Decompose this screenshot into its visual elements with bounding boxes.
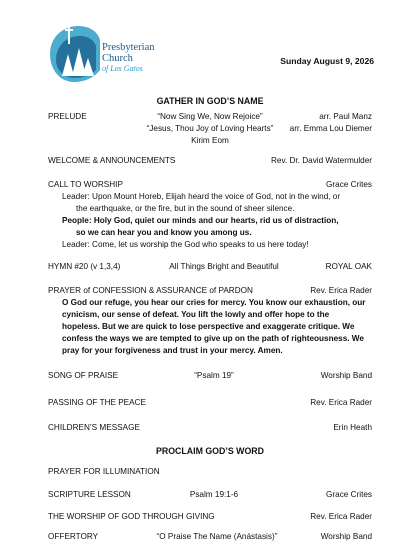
song-leader: Worship Band xyxy=(320,371,372,380)
prelude-label: PRELUDE xyxy=(48,112,87,121)
scripture-label: SCRIPTURE LESSON xyxy=(48,490,131,499)
hymn-label: HYMN #20 (v 1,3,4) xyxy=(48,262,121,271)
call-line-5: Leader: Come, let us worship the God who speaks to us here today! xyxy=(62,240,309,249)
song-label: SONG OF PRAISE xyxy=(48,371,119,380)
call-label: CALL TO WORSHIP xyxy=(48,180,123,189)
confession-label: PRAYER of CONFESSION & ASSURANCE of PARDON xyxy=(48,286,253,295)
section-heading-proclaim: PROCLAIM GOD’S WORD xyxy=(155,446,264,456)
church-logo-mark xyxy=(46,20,158,86)
hymn-tune: ROYAL OAK xyxy=(325,262,372,271)
confession-line-4: confess the ways we are tempted to give up on the path of righteousness. We xyxy=(62,334,364,343)
peace-leader: Rev. Erica Rader xyxy=(310,398,372,407)
prelude-piece-1: “Now Sing We, Now Rejoice” xyxy=(157,112,263,121)
call-line-2: the earthquake, or the fire, but in the sound of sheer silence. xyxy=(76,204,295,213)
offertory-leader: Worship Band xyxy=(320,532,372,541)
call-line-3: People: Holy God, quiet our minds and our hearts, rid us of distraction, xyxy=(62,216,339,225)
logo-line3: of Los Gatos xyxy=(102,64,143,73)
scripture-reference: Psalm 19:1-6 xyxy=(189,490,239,499)
prelude-arranger-1: arr. Paul Manz xyxy=(319,112,372,121)
service-date: Sunday August 9, 2026 xyxy=(280,56,374,66)
offertory-label: OFFERTORY xyxy=(48,532,99,541)
welcome-label: WELCOME & ANNOUNCEMENTS xyxy=(48,156,176,165)
offertory-title: “O Praise The Name (Anástasis)” xyxy=(156,532,278,541)
call-line-1: Leader: Upon Mount Horeb, Elijah heard the voice of God, not in the wind, or xyxy=(62,192,341,201)
confession-line-3: hopeless. But we are quick to lose perspective and exaggerate critique. We xyxy=(62,322,355,331)
section-heading-gather: GATHER IN GOD’S NAME xyxy=(156,96,264,106)
children-label: CHILDREN’S MESSAGE xyxy=(48,423,140,432)
call-line-4: so we can hear you and know you among us. xyxy=(76,228,252,237)
prelude-piece-2: “Jesus, Thou Joy of Loving Hearts” xyxy=(146,124,274,133)
welcome-leader: Rev. Dr. David Watermulder xyxy=(270,156,372,165)
confession-leader: Rev. Erica Rader xyxy=(310,286,372,295)
confession-line-5: pray for your forgiveness and trust in your mercy. Amen. xyxy=(62,346,283,355)
scripture-leader: Grace Crites xyxy=(326,490,372,499)
song-title: “Psalm 19” xyxy=(194,371,234,380)
illumination-label: PRAYER FOR ILLUMINATION xyxy=(48,467,160,476)
logo-line1: Presbyterian xyxy=(102,42,155,53)
logo-line2: Church xyxy=(102,53,133,64)
confession-line-2: cynicism, our sense of defeat. You lift the lowly and offer hope to the xyxy=(62,310,330,319)
church-logo xyxy=(46,20,158,86)
call-leader: Grace Crites xyxy=(326,180,372,189)
confession-line-1: O God our refuge, you hear our cries for mercy. You know our exhaustion, our xyxy=(62,298,366,307)
prelude-arranger-2: arr. Emma Lou Diemer xyxy=(289,124,372,133)
peace-label: PASSING OF THE PEACE xyxy=(48,398,146,407)
giving-leader: Rev. Erica Rader xyxy=(310,512,372,521)
giving-label: THE WORSHIP OF GOD THROUGH GIVING xyxy=(48,512,215,521)
children-leader: Erin Heath xyxy=(333,423,372,432)
hymn-title: All Things Bright and Beautiful xyxy=(169,262,279,271)
prelude-performer: Kirim Eom xyxy=(191,136,229,145)
